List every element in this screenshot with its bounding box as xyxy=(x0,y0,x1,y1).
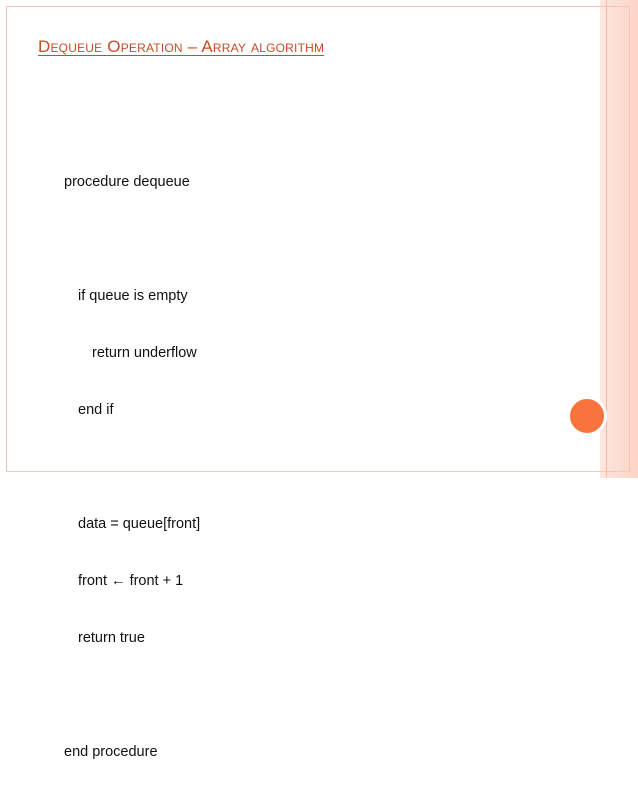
code-line xyxy=(64,686,200,705)
decorative-circle xyxy=(567,396,607,436)
code-line xyxy=(64,458,200,477)
code-line: data = queue[front] xyxy=(78,516,201,532)
code-line: return true xyxy=(78,630,145,646)
code-line: front ← front + 1 xyxy=(78,573,184,589)
code-line: if queue is empty xyxy=(78,288,188,304)
code-line: end if xyxy=(78,402,114,418)
code-line: procedure dequeue xyxy=(64,174,190,190)
code-line xyxy=(64,230,200,249)
slide-title: Dequeue Operation – Array algorithm xyxy=(38,37,325,56)
pseudocode-block xyxy=(64,135,200,800)
code-line: return underflow xyxy=(92,345,197,361)
code-line: end procedure xyxy=(64,744,158,760)
